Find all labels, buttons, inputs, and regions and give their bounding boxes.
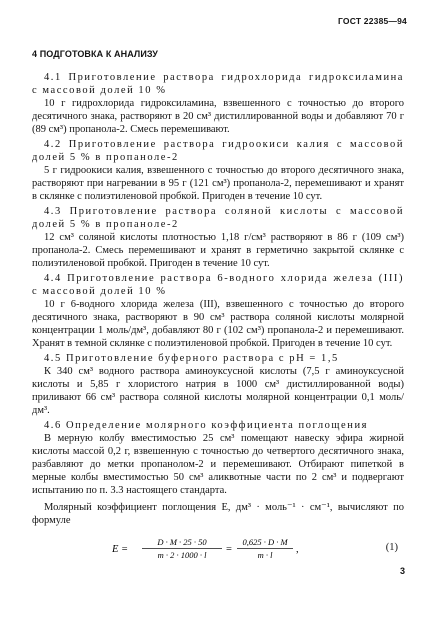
formula-denominator-1: m · 2 · 1000 · l <box>157 550 207 560</box>
formula-lhs: E = <box>112 544 129 555</box>
formula-numerator-2: 0,625 · D · M <box>242 537 288 547</box>
block-4-1 <box>32 71 404 136</box>
paragraph: В мерную колбу вместимостью 25 см³ помещают навеску эфира жирной кислоты массой 0,2 г, взвешенную с точностью до четвертого десятичного знака, разбавляют до метки пропанолом-2 и перемешивают. Отбирают пипеткой в мерные колбы вместимостью 50 см³ аликвотные части по 2 см³ и подвергают испытанию по п. 3.3 настоящего стандарта. <box>32 433 404 496</box>
formula-denominator-2: m · l <box>257 550 273 560</box>
section-title: 4 ПОДГОТОВКА К АНАЛИЗУ <box>32 49 158 59</box>
formula-numerator-1: D · M · 25 · 50 <box>157 537 207 547</box>
paragraph: 10 г 6-водного хлорида железа (III), взвешенного с точностью до второго десятичного знака, растворяют в 90 см³ раствора соляной кислоты молярной концентрации 1 моль/дм³, добавляют 80 г (102 см³) пропанола-2 и перемешивают. Хранят в темной склянке с полиэтиленовой пробкой. Пригоден в течение 10 сут. <box>32 299 404 349</box>
paragraph: 10 г гидрохлорида гидроксиламина, взвешенного с точностью до второго десятичного знака, растворяют в 20 см³ дистиллированной воды и добавляют 70 г (89 см³) пропанола-2. Смесь перемешивают. <box>32 98 404 135</box>
page-number: 3 <box>399 566 405 576</box>
equation-number: (1) <box>385 542 398 553</box>
formula-tail: , <box>296 544 299 555</box>
block-4-6 <box>32 419 404 497</box>
document-code-header: ГОСТ 22385—94 <box>338 16 407 26</box>
formula-intro: Молярный коэффициент поглощения E, дм³ · моль⁻¹ · см⁻¹, вычисляют по формуле <box>32 502 404 526</box>
block-4-4 <box>32 272 404 350</box>
block-4-5 <box>32 352 404 417</box>
paragraph: К 340 см³ водного раствора аминоуксусной кислоты (7,5 г аминоуксусной кислоты и 5,85 г хлористого натрия в 1000 см³ дистиллированной воды) приливают 66 см³ раствора соляной кислоты молярной концентрации 0,1 моль/дм³. <box>32 366 404 416</box>
subheading: 4.6 Определение молярного коэффициента поглощения <box>44 420 368 431</box>
paragraph: 5 г гидроокиси калия, взвешенного с точностью до второго десятичного знака, растворяют при нагревании в 95 г (121 см³) пропанола-2, перемешивают и хранят в склянке с полиэтиленовой пробкой. Пригоден в течение 10 сут. <box>32 165 404 202</box>
subheading: 4.2 Приготовление раствора гидроокиси калия с массовой долей 5 % в пропаноле-2 <box>32 139 404 163</box>
formula-1 <box>32 535 404 561</box>
formula-equals: = <box>226 544 232 555</box>
subheading: 4.1 Приготовление раствора гидрохлорида гидроксиламина с массовой долей 10 % <box>32 72 404 96</box>
subheading: 4.3 Приготовление раствора соляной кислоты с массовой долей 5 % в пропаноле-2 <box>32 206 404 230</box>
formula-graphic <box>112 535 352 563</box>
paragraph: 12 см³ соляной кислоты плотностью 1,18 г/см³ растворяют в 86 г (109 см³) пропанола-2. Смесь перемешивают и хранят в герметично закрытой склянке с полиэтиленовой пробкой. Пригоден в течение 10 сут. <box>32 232 404 269</box>
main-content <box>32 48 404 561</box>
block-4-2 <box>32 138 404 203</box>
subheading: 4.4 Приготовление раствора 6-водного хлорида железа (III) с массовой долей 10 % <box>32 273 404 297</box>
block-4-3 <box>32 205 404 270</box>
subheading: 4.5 Приготовление буферного раствора с pH = 1,5 <box>44 353 339 364</box>
